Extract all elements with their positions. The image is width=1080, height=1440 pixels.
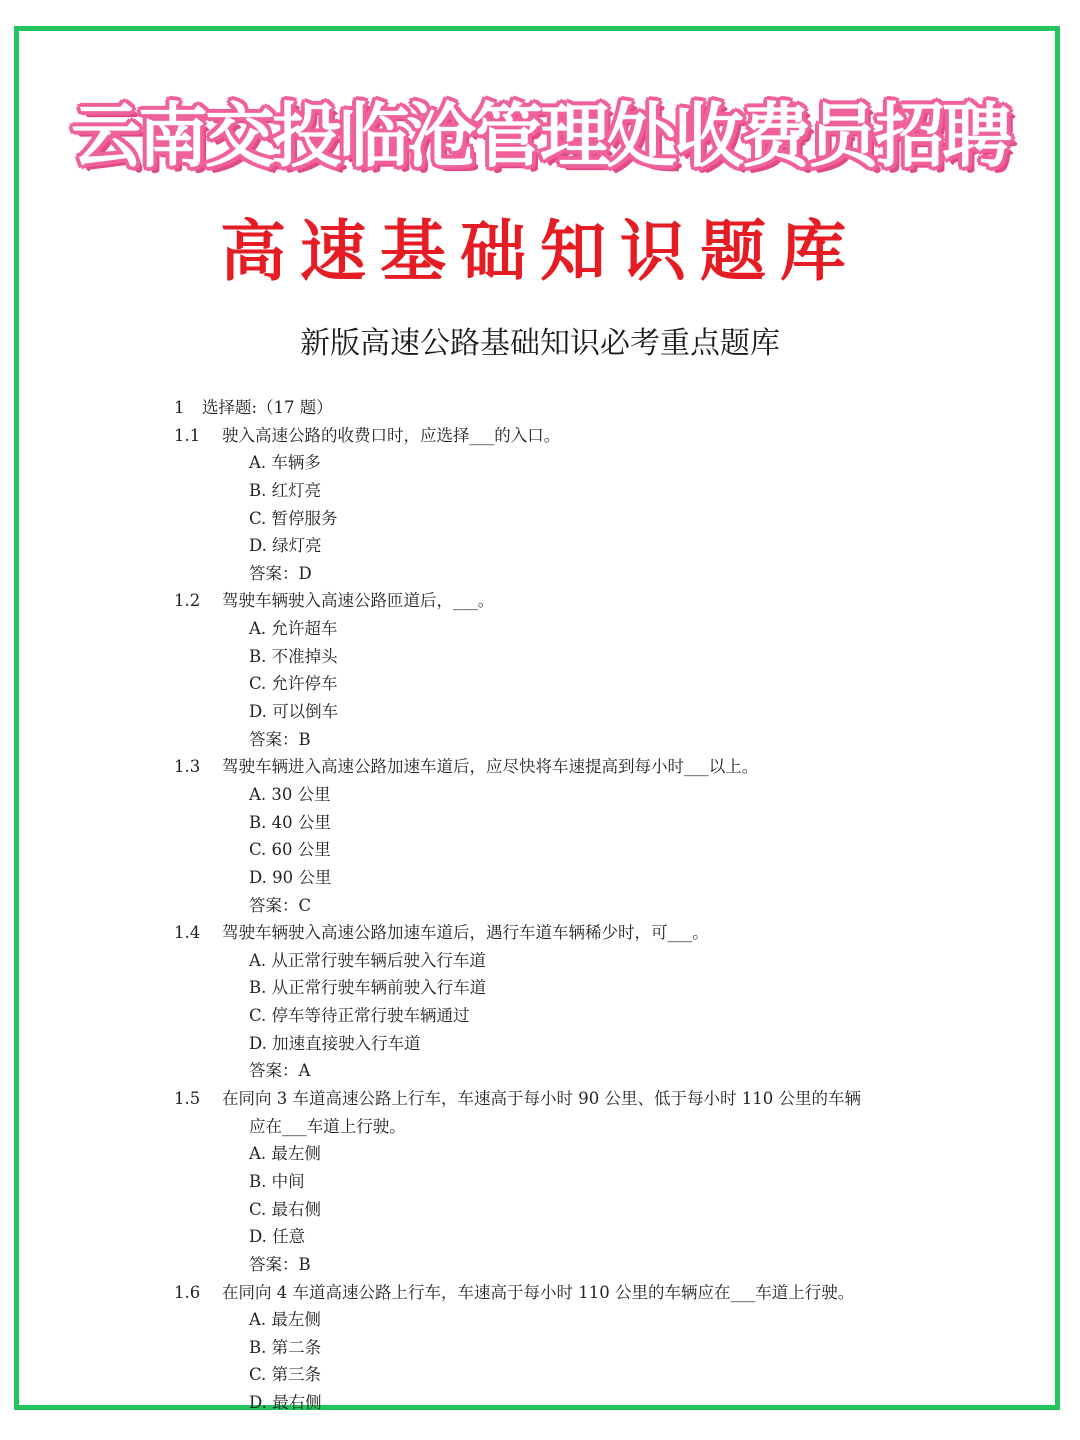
- answer-option: D. 90 公里: [249, 867, 332, 887]
- subtitle: 高速基础知识题库: [220, 213, 860, 290]
- answer-option: D. 加速直接驶入行车道: [249, 1033, 421, 1053]
- question-text: 在同向 4 车道高速公路上行车，车速高于每小时 110 公里的车辆应在___车道上行驶。: [222, 1282, 855, 1302]
- document-title: 新版高速公路基础知识必考重点题库: [300, 326, 780, 361]
- question-text: 驶入高速公路的收费口时，应选择___的入口。: [222, 425, 561, 445]
- question-number: 1.6: [174, 1282, 201, 1302]
- answer-option: A. 30 公里: [249, 784, 331, 804]
- question-text: 在同向 3 车道高速公路上行车，车速高于每小时 90 公里、低于每小时 110 公里的车辆: [222, 1089, 861, 1109]
- banner-title: 云南交投临沧管理处收费员招聘: [71, 95, 1009, 177]
- answer-option: B. 红灯亮: [249, 480, 322, 500]
- section-number: 1: [174, 398, 185, 417]
- question-1-3: [174, 753, 954, 781]
- question-number: 1.5: [174, 1089, 201, 1109]
- answer-option: B. 第二条: [249, 1337, 322, 1357]
- question-text: 驾驶车辆驶入高速公路加速车道后，遇行车道车辆稀少时，可___。: [222, 923, 709, 943]
- answer-option: D. 可以倒车: [249, 702, 339, 722]
- answer-option: C. 最右侧: [249, 1199, 322, 1219]
- answer-option: D. 绿灯亮: [249, 536, 322, 556]
- answer-option: A. 车辆多: [249, 453, 321, 473]
- answer-option: B. 不准掉头: [249, 646, 338, 666]
- question-text: 驾驶车辆进入高速公路加速车道后，应尽快将车速提高到每小时___以上。: [222, 757, 759, 777]
- answer-option: C. 第三条: [249, 1365, 322, 1385]
- question-number: 1.4: [174, 923, 201, 943]
- section-heading: [174, 394, 954, 422]
- answer-option: C. 60 公里: [249, 840, 331, 860]
- answer-option: A. 允许超车: [249, 619, 338, 639]
- question-1-6: [174, 1279, 954, 1307]
- answer-key: 答案：C: [249, 895, 312, 915]
- answer-key: 答案：B: [249, 729, 311, 749]
- question-1-1: [174, 422, 954, 450]
- question-text-continued: 应在___车道上行驶。: [249, 1116, 406, 1136]
- question-1-5: [174, 1085, 954, 1113]
- answer-option: D. 任意: [249, 1227, 306, 1247]
- answer-option: D. 最右侧: [249, 1393, 322, 1413]
- answer-option: C. 停车等待正常行驶车辆通过: [249, 1006, 470, 1026]
- answer-option: A. 从正常行驶车辆后驶入行车道: [249, 950, 486, 970]
- answer-key: 答案：B: [249, 1254, 311, 1274]
- answer-key: 答案：A: [249, 1061, 311, 1081]
- question-1-4: [174, 919, 954, 947]
- question-text: 驾驶车辆驶入高速公路匝道后，___。: [222, 591, 495, 611]
- answer-option: A. 最左侧: [249, 1310, 321, 1330]
- answer-option: B. 中间: [249, 1171, 305, 1191]
- question-number: 1.1: [174, 425, 201, 445]
- question-number: 1.3: [174, 757, 201, 777]
- question-number: 1.2: [174, 591, 201, 611]
- answer-option: B. 从正常行驶车辆前驶入行车道: [249, 978, 487, 998]
- answer-option: C. 允许停车: [249, 674, 338, 694]
- question-list: [174, 394, 954, 1413]
- answer-option: A. 最左侧: [249, 1144, 321, 1164]
- question-1-2: [174, 587, 954, 615]
- answer-option: B. 40 公里: [249, 812, 331, 832]
- answer-option: C. 暂停服务: [249, 508, 338, 528]
- section-title: 选择题:（17 题）: [202, 398, 333, 417]
- answer-key: 答案：D: [249, 563, 312, 583]
